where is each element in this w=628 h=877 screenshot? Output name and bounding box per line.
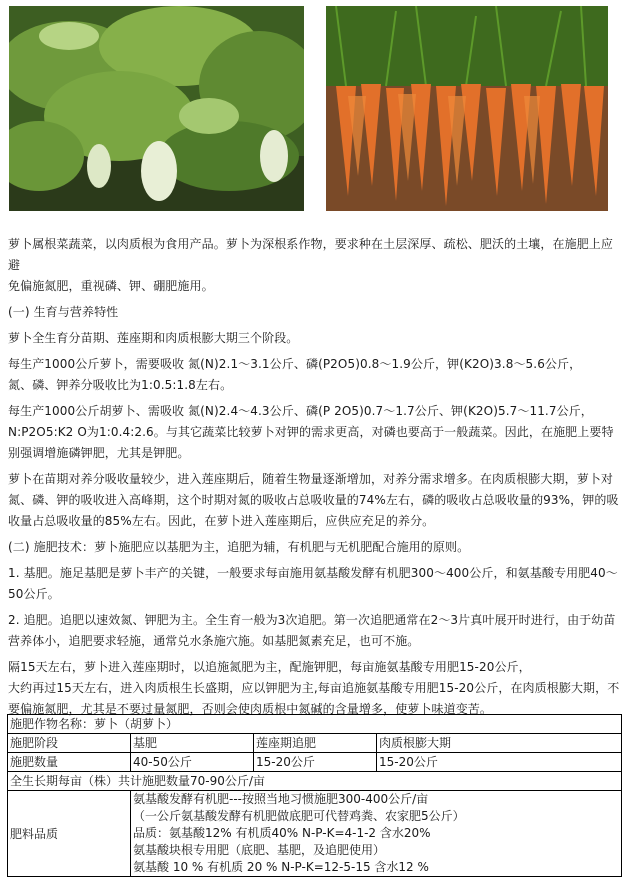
paragraph: 萝卜全生育分苗期、莲座期和肉质根膨大期三个阶段。 (8, 331, 299, 345)
table-row (8, 753, 622, 772)
stage-cell: 肉质根膨大期 (377, 734, 622, 753)
crop-name-cell: 施肥作物名称：萝卜（胡萝卜） (8, 715, 622, 734)
stage-cell: 基肥 (131, 734, 254, 753)
paragraph: 营养体小，追肥要求轻施，通常兑水条施穴施。如基肥氮素充足，也可不施。 (8, 634, 420, 648)
amount-cell: 15-20公斤 (377, 753, 622, 772)
paragraph: 要偏施氮肥，尤其是不要过量氮肥，否则会使肉质根中氮碱的含量增多，使萝卜味道变苦。 (8, 702, 493, 716)
carrot-harvest-photo (326, 6, 608, 211)
section-heading: (一) 生育与营养特性 (8, 305, 119, 319)
paragraph: 萝卜属根菜蔬菜，以肉质根为食用产品。萝卜为深根系作物，要求种在土层深厚、疏松、肥沃的土壤，在施肥上应避 (8, 237, 614, 272)
total-amount-cell: 全生长期每亩（株）共计施肥数量70-90公斤/亩 (8, 772, 622, 791)
amount-label-cell: 施肥数量 (8, 753, 131, 772)
paragraph: 氮、磷、钾养分吸收比为1:0.5:1.8左右。 (8, 378, 233, 392)
quality-details-cell (131, 791, 622, 877)
paragraph: 2. 追肥。追肥以速效氮、钾肥为主。全生育一般为3次追肥。第一次追肥通常在2～3片真叶展开时进行，由于幼苗 (8, 613, 616, 627)
radish-field-photo (9, 6, 304, 211)
paragraph: 萝卜在苗期对养分吸收量较少，进入莲座期后，随着生物量逐渐增加，对养分需求增多。在肉质根膨大期，萝卜对 (8, 472, 614, 486)
paragraph: 1. 基肥。施足基肥是萝卜丰产的关键，一般要求每亩施用氨基酸发酵有机肥300～400公斤，和氨基酸专用肥40～ (8, 566, 618, 580)
quality-line: 氨基酸 10 % 有机质 20 % N-P-K=12-5-15 含水12 % (133, 860, 429, 874)
paragraph: 隔15天左右，萝卜进入莲座期时，以追施氮肥为主，配施钾肥，每亩施氨基酸专用肥15-20公斤， (8, 660, 531, 674)
quality-line: 氨基酸块根专用肥（底肥、基肥，及追肥使用） (133, 843, 386, 857)
quality-line: （一公斤氨基酸发酵有机肥做底肥可代替鸡粪、农家肥5公斤） (133, 809, 465, 823)
quality-label-cell: 肥料品质 (8, 791, 131, 877)
stage-cell: 莲座期追肥 (254, 734, 377, 753)
paragraph: N:P2O5:K2 O为1:0.4:2.6。与其它蔬菜比较萝卜对钾的需求更高，对磷也要高于一般蔬菜。因此，在施肥上要特 (8, 425, 614, 439)
paragraph: 50公斤。 (8, 587, 60, 601)
section-heading: (二) 施肥技术：萝卜施肥应以基肥为主，追肥为辅，有机肥与无机肥配合施用的原则。 (8, 540, 470, 554)
paragraph: 别强调增施磷钾肥，尤其是钾肥。 (8, 446, 190, 460)
table-row (8, 734, 622, 753)
table-row (8, 791, 622, 877)
paragraph: 免偏施氮肥，重视磷、钾、硼肥施用。 (8, 279, 214, 293)
quality-line: 氨基酸发酵有机肥---按照当地习惯施肥300-400公斤/亩 (133, 792, 429, 806)
quality-line: 品质：氨基酸12% 有机质40% N-P-K=4-1-2 含水20% (133, 826, 431, 840)
stage-header-cell: 施肥阶段 (8, 734, 131, 753)
paragraph: 大约再过15天左右，进入肉质根生长盛期，应以钾肥为主,每亩追施氨基酸专用肥15-20公斤，在肉质根膨大期，不 (8, 681, 620, 695)
article-text (8, 234, 620, 720)
fertilizer-table (7, 714, 622, 877)
table-row (8, 715, 622, 734)
paragraph: 每生产1000公斤萝卜，需要吸收 氮(N)2.1～3.1公斤、磷(P2O5)0.8～1.9公斤，钾(K2O)3.8～5.6公斤， (8, 357, 582, 371)
paragraph: 每生产1000公斤胡萝卜、需吸收 氮(N)2.4～4.3公斤、磷(P 2O5)0.7～1.7公斤、钾(K2O)5.7～11.7公斤， (8, 404, 593, 418)
paragraph: 收量占总吸收量的85%左右。因此，在萝卜进入莲座期后，应供应充足的养分。 (8, 514, 435, 528)
amount-cell: 40-50公斤 (131, 753, 254, 772)
paragraph: 氮、磷、钾的吸收进入高峰期，这个时期对氮的吸收占总吸收量的74%左右，磷的吸收占总吸收量的93%，钾的吸 (8, 493, 619, 507)
table-row (8, 772, 622, 791)
amount-cell: 15-20公斤 (254, 753, 377, 772)
